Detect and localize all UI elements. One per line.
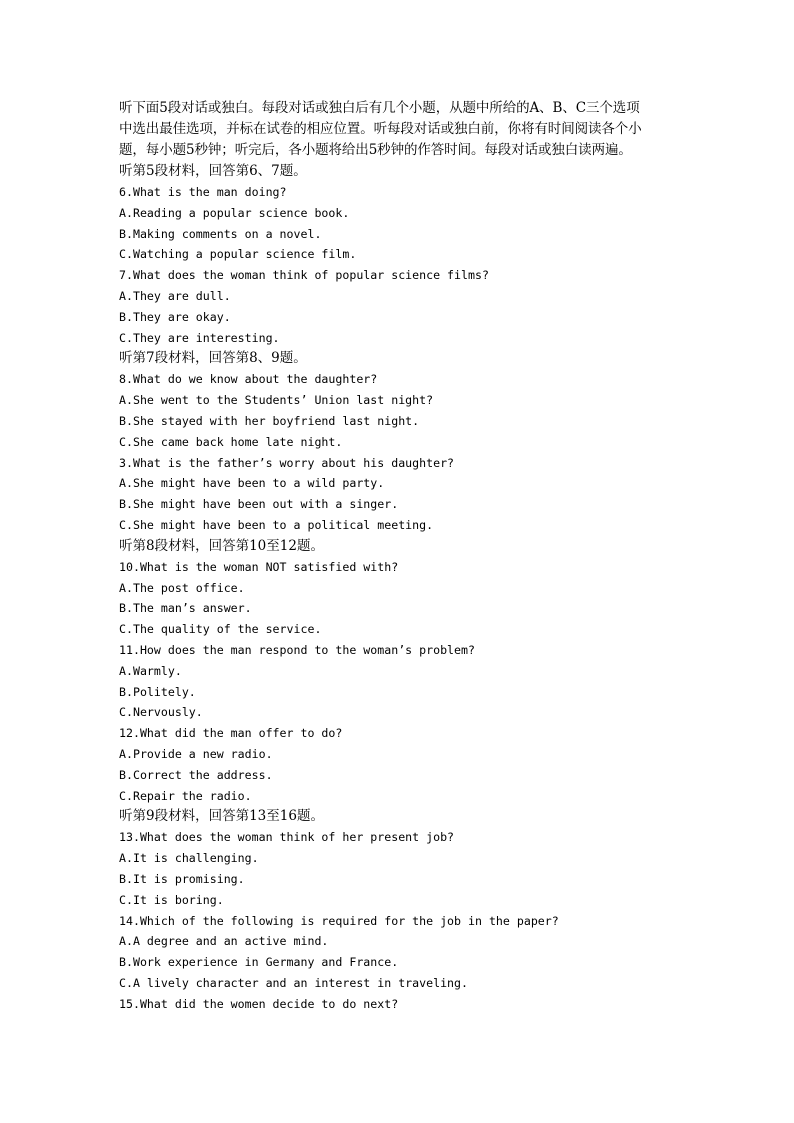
answer-option: C.She came back home late night. xyxy=(119,434,343,449)
answer-option: C.Repair the radio. xyxy=(119,788,252,803)
answer-option: A.Provide a new radio. xyxy=(119,746,273,761)
answer-option: A.She went to the Students’ Union last night? xyxy=(119,393,434,408)
answer-option: C.They are interesting. xyxy=(119,330,280,345)
question-stem: 6.What is the man doing? xyxy=(119,185,287,199)
answer-option: A.The post office. xyxy=(119,580,245,595)
instruction-line: 题，每小题5秒钟；听完后，各小题将给出5秒钟的作答时间。每段对话或独白读两遍。 xyxy=(119,142,632,158)
question-stem: 14.Which of the following is required for the job in the paper? xyxy=(119,913,559,928)
answer-option: A.A degree and an active mind. xyxy=(119,934,329,949)
section-title: 听第5段材料，回答第6、7题。 xyxy=(119,163,307,179)
question-stem: 12.What did the man offer to do? xyxy=(119,726,343,741)
question-stem: 3.What is the father’s worry about his daughter? xyxy=(119,455,455,470)
instruction-line: 听下面5段对话或独白。每段对话或独白后有几个小题，从题中所给的A、B、C三个选项 xyxy=(119,100,640,116)
answer-option: B.She stayed with her boyfriend last night. xyxy=(119,413,420,428)
answer-option: B.Correct the address. xyxy=(119,767,273,782)
answer-option: C.She might have been to a political meeting. xyxy=(119,517,434,532)
question-stem: 7.What does the woman think of popular science films? xyxy=(119,268,489,283)
question-stem: 11.How does the man respond to the woman’s problem? xyxy=(119,642,475,657)
section-title: 听第7段材料，回答第8、9题。 xyxy=(119,350,307,367)
answer-option: A.Warmly. xyxy=(119,663,182,678)
answer-option: A.It is challenging. xyxy=(119,851,259,866)
answer-option: B.Work experience in Germany and France. xyxy=(119,955,399,970)
answer-option: C.The quality of the service. xyxy=(119,622,322,637)
section-title: 听第8段材料，回答第10至12题。 xyxy=(119,537,324,554)
answer-option: A.Reading a popular science book. xyxy=(119,205,350,220)
answer-option: A.She might have been to a wild party. xyxy=(119,476,385,491)
listening-instructions xyxy=(119,98,674,161)
answer-option: C.A lively character and an interest in traveling. xyxy=(119,975,469,990)
answer-option: C.Watching a popular science film. xyxy=(119,247,357,262)
answer-option: A.They are dull. xyxy=(119,288,231,303)
answer-option: B.Making comments on a novel. xyxy=(119,226,322,241)
exam-page xyxy=(119,98,679,1014)
answer-option: C.It is boring. xyxy=(119,892,224,907)
question-stem: 15.What did the women decide to do next? xyxy=(119,996,399,1011)
section-title: 听第9段材料，回答第13至16题。 xyxy=(119,808,324,825)
answer-option: B.They are okay. xyxy=(119,309,231,324)
answer-option: B.Politely. xyxy=(119,684,196,699)
question-stem: 13.What does the woman think of her present job? xyxy=(119,830,455,845)
answer-option: B.She might have been out with a singer. xyxy=(119,497,399,512)
instruction-line: 中选出最佳选项，并标在试卷的相应位置。听每段对话或独白前，你将有时间阅读各个小 xyxy=(119,121,642,137)
answer-option: C.Nervously. xyxy=(119,705,203,720)
question-stem: 8.What do we know about the daughter? xyxy=(119,372,378,387)
question-stem: 10.What is the woman NOT satisfied with? xyxy=(119,559,399,574)
answer-option: B.The man’s answer. xyxy=(119,601,252,616)
answer-option: B.It is promising. xyxy=(119,871,245,886)
